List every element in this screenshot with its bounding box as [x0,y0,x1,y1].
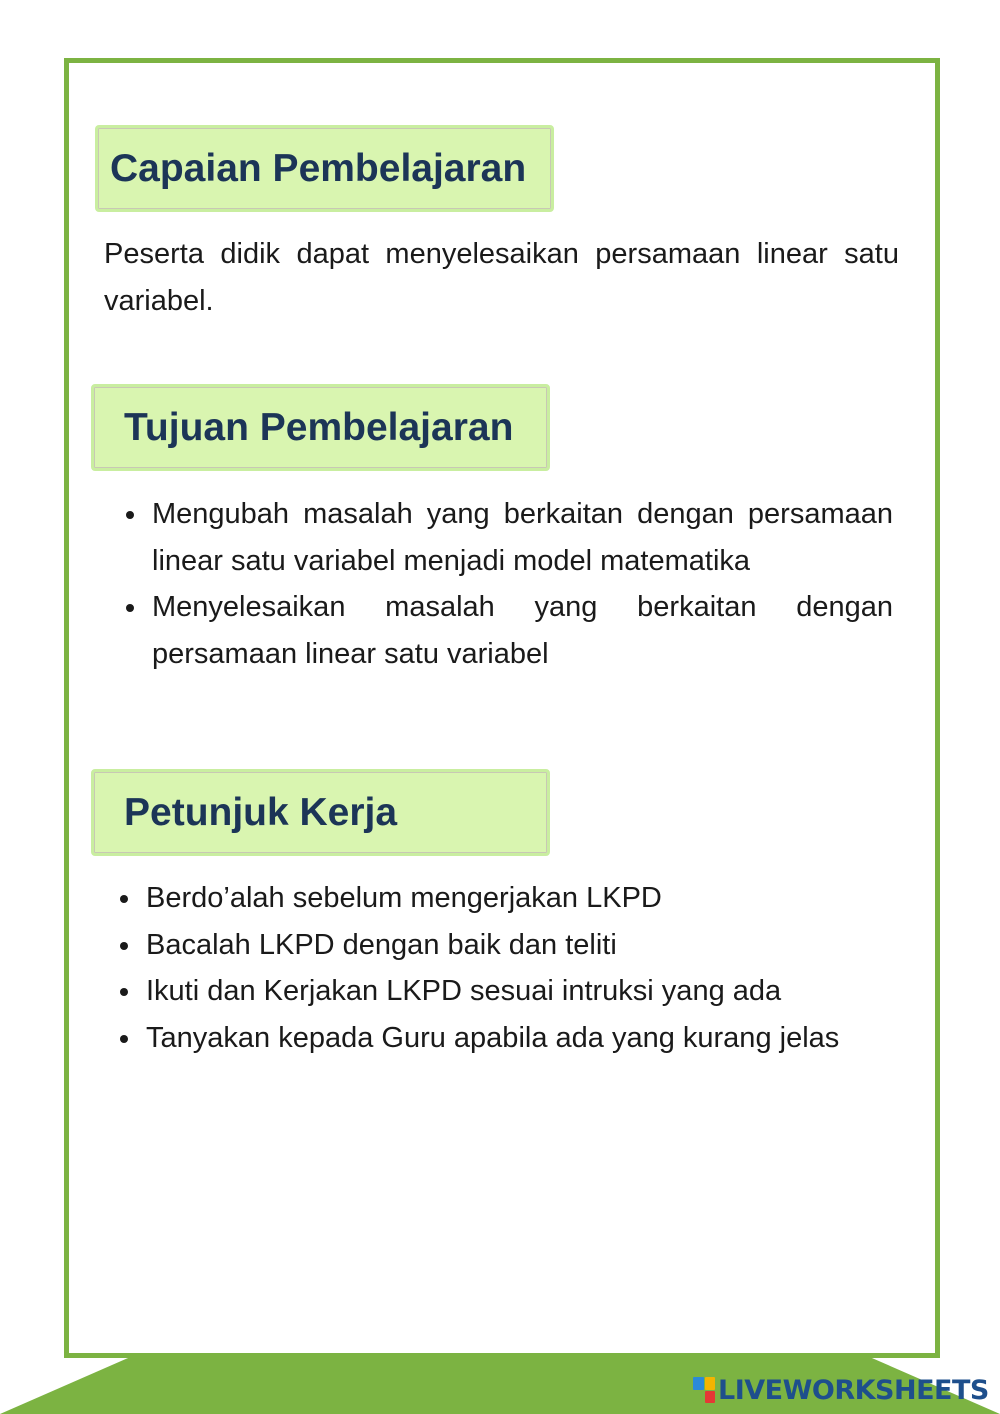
list-item: Ikuti dan Kerjakan LKPD sesuai intruksi yang ada [146,968,893,1015]
list-item: Berdo’alah sebelum mengerjakan LKPD [146,875,893,922]
liveworksheets-logo [693,1373,989,1407]
list-item: Tanyakan kepada Guru apabila ada yang kurang jelas [146,1015,893,1062]
capaian-heading-box [95,125,554,212]
list-item: Mengubah masalah yang berkaitan dengan persamaan linear satu variabel menjadi model matematika [152,491,893,584]
petunjuk-title: Petunjuk Kerja [124,790,398,834]
tujuan-heading-box [91,384,550,471]
petunjuk-list [146,875,893,1061]
tujuan-list [152,491,893,677]
list-item: Bacalah LKPD dengan baik dan teliti [146,922,893,969]
liveworksheets-logo-icon [693,1377,715,1403]
list-item: Menyelesaikan masalah yang berkaitan dengan persamaan linear satu variabel [152,584,893,677]
tujuan-title: Tujuan Pembelajaran [124,405,514,449]
capaian-title: Capaian Pembelajaran [110,146,527,190]
logo-text: LIVEWORKSHEETS [718,1374,989,1406]
petunjuk-heading-box [91,769,550,856]
capaian-text: Peserta didik dapat menyelesaikan persamaan linear satu variabel. [104,238,899,317]
